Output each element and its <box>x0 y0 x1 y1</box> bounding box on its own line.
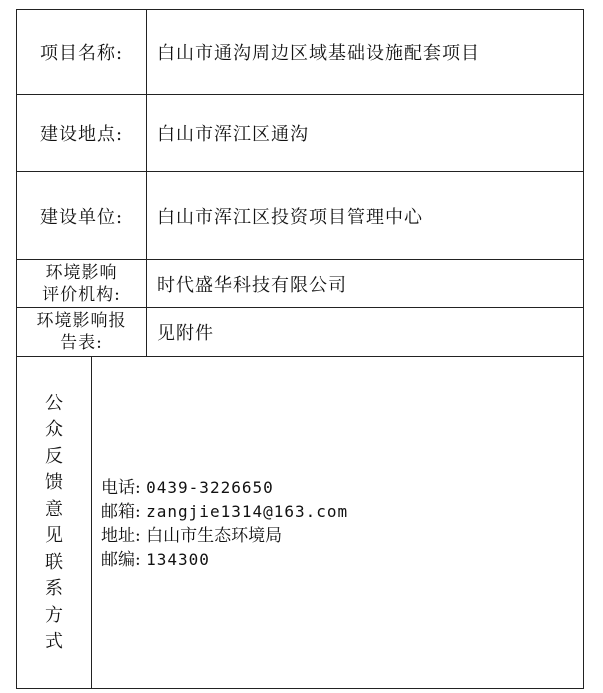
feedback-label-char: 联 <box>45 551 63 573</box>
feedback-contact-block <box>101 476 348 572</box>
feedback-label-char: 系 <box>45 578 63 599</box>
project-name-label: 项目名称: <box>39 43 124 64</box>
unit-label: 建设单位: <box>39 206 124 228</box>
feedback-label-char: 馈 <box>45 472 63 493</box>
feedback-label-char: 反 <box>45 445 63 467</box>
row-divider <box>17 356 583 357</box>
postcode-line <box>101 548 348 572</box>
feedback-label-char: 公 <box>45 392 63 414</box>
agency-label <box>17 260 146 307</box>
project-name-value: 白山市通沟周边区域基础设施配套项目 <box>157 43 480 64</box>
feedback-label-char: 见 <box>45 525 63 546</box>
email-value[interactable]: zangjie1314@163.com <box>146 502 349 521</box>
site-label: 建设地点: <box>39 124 124 145</box>
agency-value: 时代盛华科技有限公司 <box>157 274 347 296</box>
agency-label-line2: 评价机构: <box>42 284 121 305</box>
agency-label-line1: 环境影响 <box>45 262 118 283</box>
feedback-label-char: 意 <box>45 498 63 520</box>
unit-value: 白山市浑江区投资项目管理中心 <box>157 206 423 228</box>
info-table <box>16 9 584 689</box>
feedback-label-char: 众 <box>45 419 63 440</box>
feedback-label <box>17 357 91 689</box>
report-label-line2: 告表: <box>60 333 103 353</box>
report-label <box>17 308 146 356</box>
site-value: 白山市浑江区通沟 <box>157 124 309 145</box>
postcode-label: 邮编: <box>101 550 141 570</box>
feedback-label-char: 方 <box>45 604 63 626</box>
email-label: 邮箱: <box>101 502 141 522</box>
phone-label: 电话: <box>101 478 141 498</box>
column-divider <box>91 356 92 689</box>
report-value: 见附件 <box>157 323 214 344</box>
feedback-label-char: 式 <box>45 631 63 652</box>
address-line <box>101 524 348 548</box>
email-line <box>101 500 348 524</box>
report-label-line1: 环境影响报 <box>36 311 127 331</box>
phone-line <box>101 476 348 500</box>
address-value: 白山市生态环境局 <box>146 526 283 546</box>
phone-value[interactable]: 0439-3226650 <box>146 478 274 497</box>
postcode-value: 134300 <box>146 550 210 569</box>
address-label: 地址: <box>101 526 141 546</box>
